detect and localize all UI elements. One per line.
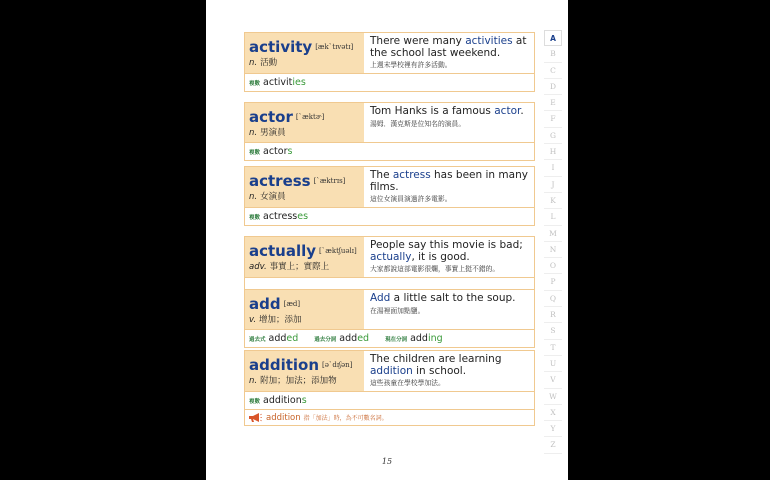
headword-block bbox=[245, 290, 364, 329]
meaning: 活動 bbox=[260, 58, 278, 68]
example-sentence bbox=[370, 293, 529, 305]
index-tab-y[interactable]: Y bbox=[544, 421, 562, 437]
index-tab-s[interactable]: S bbox=[544, 323, 562, 339]
sentence-text: has been in many films. bbox=[370, 169, 528, 193]
example-translation: 這位女演員演過許多電影。 bbox=[370, 195, 452, 203]
index-tab-f[interactable]: F bbox=[544, 111, 562, 127]
example-sentence bbox=[370, 354, 529, 377]
entry-actress bbox=[244, 166, 535, 226]
example-sentence bbox=[370, 106, 529, 118]
form-stem: activit bbox=[263, 77, 293, 88]
example-sentence bbox=[370, 36, 529, 59]
word-forms bbox=[245, 330, 534, 347]
example-translation: 大家都說這部電影很爛，事實上挺不錯的。 bbox=[370, 265, 500, 273]
highlighted-word: actually bbox=[370, 250, 412, 263]
index-tab-d[interactable]: D bbox=[544, 79, 562, 95]
alphabet-index bbox=[544, 30, 562, 454]
example-sentence bbox=[370, 170, 529, 193]
meaning: 女演員 bbox=[260, 192, 286, 202]
headword: add bbox=[249, 295, 281, 313]
form-label: 過去分詞 bbox=[314, 336, 337, 343]
megaphone-icon bbox=[248, 412, 262, 423]
example-translation: 這些孩童在學校學加法。 bbox=[370, 379, 445, 387]
sentence-text: , it is good. bbox=[411, 250, 470, 263]
headword: addition bbox=[249, 356, 320, 374]
sentence-text: There were many bbox=[370, 35, 466, 47]
example-block bbox=[364, 167, 534, 207]
form-stem: add bbox=[339, 333, 358, 344]
form-suffix: ed bbox=[357, 333, 370, 344]
entry-addition bbox=[244, 350, 535, 426]
part-of-speech: n. bbox=[249, 58, 258, 68]
word-forms bbox=[245, 74, 534, 91]
form-suffix: s bbox=[287, 146, 293, 157]
sentence-text: at the school last weekend. bbox=[370, 35, 527, 59]
form-stem: actor bbox=[263, 146, 288, 157]
sentence-text: a little salt to the soup. bbox=[390, 292, 516, 304]
part-of-speech: v. bbox=[249, 315, 257, 325]
index-tab-q[interactable]: Q bbox=[544, 291, 562, 307]
pronunciation: [æk`tɪvətɪ] bbox=[315, 43, 354, 51]
headword: activity bbox=[249, 38, 313, 56]
pronunciation: [`æktrɪs] bbox=[313, 177, 346, 185]
sentence-text: in school. bbox=[412, 364, 467, 377]
form-label: 現在分詞 bbox=[385, 336, 408, 343]
note-word: addition bbox=[266, 412, 301, 423]
form-label: 複數 bbox=[249, 214, 261, 221]
pronunciation: [æd] bbox=[283, 300, 301, 308]
form-suffix: ing bbox=[427, 333, 443, 344]
headword: actually bbox=[249, 242, 317, 260]
index-tab-b[interactable]: B bbox=[544, 46, 562, 62]
form-label: 過去式 bbox=[249, 336, 266, 343]
sentence-text: . bbox=[520, 105, 524, 117]
index-tab-p[interactable]: P bbox=[544, 274, 562, 290]
example-translation: 湯姆．漢克斯是位知名的演員。 bbox=[370, 119, 466, 128]
example-block bbox=[364, 351, 534, 391]
page-number: 15 bbox=[381, 457, 393, 466]
meaning: 增加；添加 bbox=[259, 315, 302, 325]
index-tab-e[interactable]: E bbox=[544, 95, 562, 111]
form-stem: addition bbox=[263, 395, 302, 406]
form-suffix: es bbox=[297, 211, 309, 222]
highlighted-word: activities bbox=[465, 35, 513, 47]
word-form bbox=[314, 333, 369, 344]
word-form bbox=[249, 146, 292, 157]
headword: actor bbox=[249, 108, 293, 126]
index-tab-l[interactable]: L bbox=[544, 209, 562, 225]
pronunciation: [`æktɚ] bbox=[295, 113, 325, 121]
index-tab-r[interactable]: R bbox=[544, 307, 562, 323]
word-form bbox=[249, 211, 308, 222]
form-suffix: ies bbox=[292, 77, 306, 88]
headword-block bbox=[245, 103, 364, 142]
usage-note bbox=[245, 409, 534, 425]
index-tab-a[interactable]: A bbox=[544, 30, 562, 46]
highlighted-word: Add bbox=[370, 292, 391, 304]
form-label: 複數 bbox=[249, 80, 261, 87]
word-forms bbox=[245, 143, 534, 160]
part-of-speech: n. bbox=[249, 376, 258, 386]
index-tab-m[interactable]: M bbox=[544, 226, 562, 242]
example-block bbox=[364, 237, 534, 277]
form-stem: add bbox=[410, 333, 428, 344]
form-label: 複數 bbox=[249, 149, 261, 156]
form-suffix: s bbox=[301, 395, 307, 406]
index-tab-g[interactable]: G bbox=[544, 128, 562, 144]
index-tab-t[interactable]: T bbox=[544, 340, 562, 356]
pronunciation: [ə`dɪʃən] bbox=[322, 361, 353, 369]
index-tab-n[interactable]: N bbox=[544, 242, 562, 258]
part-of-speech: n. bbox=[249, 192, 258, 202]
form-stem: add bbox=[268, 333, 287, 344]
entry-activity bbox=[244, 32, 535, 92]
index-tab-h[interactable]: H bbox=[544, 144, 562, 160]
entry-actually bbox=[244, 236, 535, 296]
index-tab-v[interactable]: V bbox=[544, 372, 562, 388]
form-label: 複數 bbox=[249, 398, 261, 405]
headword-block bbox=[245, 351, 364, 391]
word-form bbox=[249, 333, 298, 344]
example-sentence bbox=[370, 240, 529, 263]
highlighted-word: actor bbox=[494, 105, 521, 117]
highlighted-word: actress bbox=[392, 169, 431, 181]
example-block bbox=[364, 33, 534, 73]
index-tab-o[interactable]: O bbox=[544, 258, 562, 274]
entry-add bbox=[244, 289, 535, 348]
form-suffix: ed bbox=[286, 333, 299, 344]
example-translation: 上週末學校裡有許多活動。 bbox=[370, 61, 452, 69]
headword-block bbox=[245, 33, 364, 73]
example-block bbox=[364, 290, 534, 329]
entry-actor bbox=[244, 102, 535, 161]
meaning: 男演員 bbox=[260, 128, 286, 138]
sentence-text: Tom Hanks is a famous bbox=[370, 105, 495, 117]
index-tab-i[interactable]: I bbox=[544, 160, 562, 176]
dictionary-page bbox=[206, 0, 568, 480]
word-forms bbox=[245, 208, 534, 225]
index-tab-x[interactable]: X bbox=[544, 405, 562, 421]
sentence-text: The children are learning bbox=[370, 353, 502, 365]
note-text: 指「加法」時，為不可數名詞。 bbox=[303, 415, 388, 422]
sentence-text: People say this movie is bad; bbox=[370, 239, 523, 251]
index-tab-j[interactable]: J bbox=[544, 177, 562, 193]
index-tab-k[interactable]: K bbox=[544, 193, 562, 209]
meaning: 附加；加法；添加物 bbox=[260, 376, 337, 386]
index-tab-z[interactable]: Z bbox=[544, 437, 562, 453]
sentence-text: The bbox=[370, 169, 393, 181]
word-form bbox=[249, 77, 306, 88]
form-stem: actress bbox=[263, 211, 298, 222]
word-forms bbox=[245, 392, 534, 409]
part-of-speech: adv. bbox=[249, 262, 267, 272]
headword: actress bbox=[249, 172, 311, 190]
index-tab-c[interactable]: C bbox=[544, 63, 562, 79]
highlighted-word: addition bbox=[370, 364, 413, 377]
word-form bbox=[385, 333, 443, 344]
index-tab-u[interactable]: U bbox=[544, 356, 562, 372]
headword-block bbox=[245, 167, 364, 207]
part-of-speech: n. bbox=[249, 128, 258, 138]
meaning: 事實上；實際上 bbox=[269, 262, 330, 272]
index-tab-w[interactable]: W bbox=[544, 389, 562, 405]
example-translation: 在湯裡面加點鹽。 bbox=[370, 306, 425, 315]
headword-block bbox=[245, 237, 364, 277]
word-form bbox=[249, 395, 307, 406]
pronunciation: [`æktʃuəlɪ] bbox=[319, 247, 357, 255]
example-block bbox=[364, 103, 534, 142]
